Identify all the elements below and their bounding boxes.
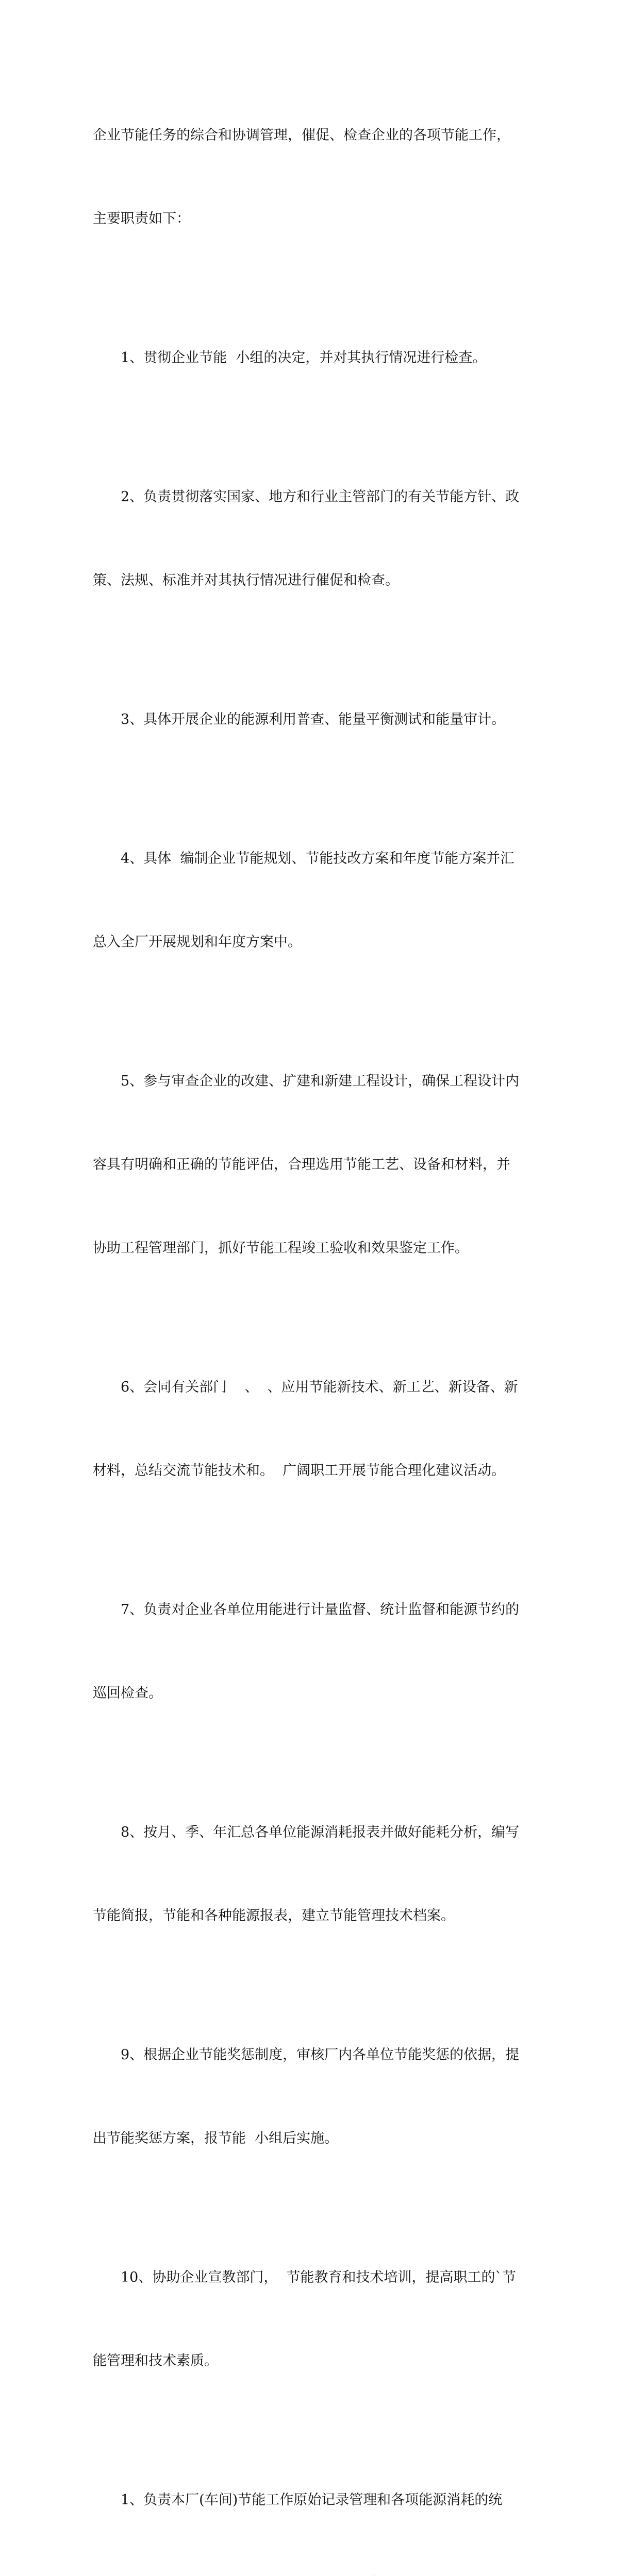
duty-item-3 [93,650,536,789]
duty-item-10 [93,2208,536,2431]
duty-item-7 [93,1540,536,1763]
intro-paragraph [93,66,536,289]
duty-item-6 [93,1318,536,1540]
text-line: 2、负责贯彻落实国家、地方和行业主管部门的有关节能方针、政 [121,489,520,505]
duty-item-4 [93,789,536,1012]
text-line [93,2570,536,2576]
text-line: 10、协助企业宣教部门， 节能教育和技术培训，提高职工的`节 [121,2269,517,2285]
text-line: 4、具体 编制企业节能规划、节能技改方案和年度节能方案并汇 [121,851,514,867]
text-line: 主要职责如下： [93,211,190,227]
text-line: 协助工程管理部门，抓好节能工程竣工验收和效果鉴定工作。 [93,1240,469,1256]
text-line: 策、法规、标准并对其执行情况进行催促和检查。 [93,572,399,588]
text-line: 6、会同有关部门 、 、应用节能新技术、新工艺、新设备、新 [121,1379,518,1395]
text-line: 1、负责本厂(车间)节能工作原始记录管理和各项能源消耗的统 [121,2492,503,2508]
text-line: 材料，总结交流节能技术和。 广阔职工开展节能合理化建议活动。 [93,1463,506,1479]
text-line: 容具有明确和正确的节能评估，合理选用节能工艺、设备和材料，并 [93,1157,510,1173]
text-line: 8、按月、季、年汇总各单位能源消耗报表并做好能耗分析，编写 [121,1824,520,1840]
text-line: 能管理和技术素质。 [93,2353,218,2369]
duty-item-5 [93,1012,536,1318]
document-body [93,66,536,2576]
duty-item-11 [93,2431,536,2576]
duty-item-8 [93,1763,536,1986]
duty-item-1 [93,289,536,428]
text-line: 巡回检查。 [93,1685,162,1701]
duty-item-2 [93,428,536,650]
text-line: 3、具体开展企业的能源利用普查、能量平衡测试和能量审计。 [121,711,506,727]
text-line: 1、贯彻企业节能 小组的决定，并对其执行情况进行检查。 [121,350,487,366]
text-line: 出节能奖惩方案，报节能 小组后实施。 [93,2130,339,2146]
text-line: 总入全厂开展规划和年度方案中。 [93,934,302,950]
text-line: 9、根据企业节能奖惩制度，审核厂内各单位节能奖惩的依据，提 [121,2047,520,2063]
text-line: 节能简报，节能和各种能源报表，建立节能管理技术档案。 [93,1908,455,1924]
text-line: 企业节能任务的综合和协调管理，催促、检查企业的各项节能工作， [93,127,510,143]
duty-item-9 [93,1986,536,2208]
text-line: 7、负责对企业各单位用能进行计量监督、统计监督和能源节约的 [121,1602,520,1618]
text-line: 5、参与审查企业的改建、扩建和新建工程设计，确保工程设计内 [121,1073,520,1089]
